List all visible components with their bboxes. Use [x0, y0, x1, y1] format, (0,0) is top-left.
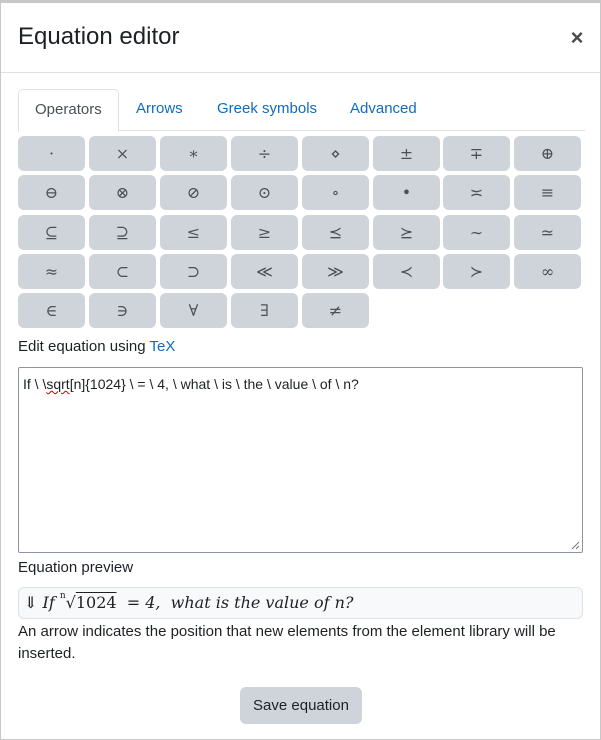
symbol-button[interactable]: ± [373, 136, 440, 171]
symbol-button[interactable]: ≥ [231, 215, 298, 250]
symbol-button[interactable]: ≫ [302, 254, 369, 289]
symbol-button[interactable]: ≃ [514, 215, 581, 250]
symbol-button[interactable]: ∋ [89, 293, 156, 328]
symbol-button[interactable]: • [373, 175, 440, 210]
symbol-button[interactable]: ∃ [231, 293, 298, 328]
symbol-button[interactable]: · [18, 136, 85, 171]
tex-input[interactable] [18, 367, 583, 553]
preview-label: Equation preview [18, 559, 134, 576]
symbol-button[interactable]: ∞ [514, 254, 581, 289]
save-equation-button[interactable]: Save equation [240, 687, 362, 724]
insert-arrow-icon: ⇓ [24, 593, 38, 612]
dialog-title: Equation editor [18, 23, 180, 50]
preview-rendered-equation: ⇓ If $^n$√1024 = 4, what is the value of n? [24, 590, 354, 612]
equation-preview [18, 587, 583, 619]
symbol-button[interactable]: ⊕ [514, 136, 581, 171]
tex-label [18, 338, 175, 355]
symbol-button[interactable]: ∼ [443, 215, 510, 250]
symbol-button[interactable]: ≈ [18, 254, 85, 289]
symbol-button[interactable]: ∓ [443, 136, 510, 171]
tab-bar [18, 89, 585, 131]
symbol-button[interactable]: ⊙ [231, 175, 298, 210]
insertion-note: An arrow indicates the position that new elements from the element library will be inserted. [18, 623, 556, 662]
tex-input-value: If \ \sqrt[n]{1024} \ = \ 4, \ what \ is \ the \ value \ of \ n? [23, 376, 359, 392]
tex-link[interactable]: TeX [149, 338, 176, 355]
tex-label-text: Edit equation using [18, 338, 150, 355]
symbol-button[interactable]: ∀ [160, 293, 227, 328]
spellcheck-word: sqrt [46, 376, 70, 392]
symbol-button[interactable]: ⊇ [89, 215, 156, 250]
tab-operators[interactable]: Operators [18, 89, 119, 132]
symbol-button[interactable]: ⊃ [160, 254, 227, 289]
symbol-button[interactable]: ≻ [443, 254, 510, 289]
symbol-button[interactable]: ⊗ [89, 175, 156, 210]
symbol-button[interactable]: ≺ [373, 254, 440, 289]
symbol-button[interactable]: ≤ [160, 215, 227, 250]
symbol-button[interactable]: × [89, 136, 156, 171]
tab-advanced[interactable]: Advanced [350, 100, 417, 117]
symbol-button[interactable]: ⊂ [89, 254, 156, 289]
symbol-button[interactable]: ∘ [302, 175, 369, 210]
symbol-button[interactable]: ≪ [231, 254, 298, 289]
symbol-button[interactable]: ∈ [18, 293, 85, 328]
symbol-button[interactable]: ⊖ [18, 175, 85, 210]
symbol-button[interactable]: ⋄ [302, 136, 369, 171]
resize-grip-icon[interactable] [570, 540, 580, 550]
tab-arrows[interactable]: Arrows [136, 100, 183, 117]
symbol-button[interactable]: ≡ [514, 175, 581, 210]
tab-greek-symbols[interactable]: Greek symbols [217, 100, 318, 117]
symbol-button[interactable]: ÷ [231, 136, 298, 171]
symbol-button[interactable]: ≍ [443, 175, 510, 210]
close-icon[interactable]: × [570, 25, 584, 50]
dialog-header [1, 3, 600, 73]
symbol-button[interactable]: ⊘ [160, 175, 227, 210]
symbol-button[interactable]: ⊆ [18, 215, 85, 250]
symbol-button[interactable]: ⪯ [302, 215, 369, 250]
symbol-button[interactable]: ⪰ [373, 215, 440, 250]
symbol-button[interactable]: ≠ [302, 293, 369, 328]
symbol-button[interactable]: ∗ [160, 136, 227, 171]
